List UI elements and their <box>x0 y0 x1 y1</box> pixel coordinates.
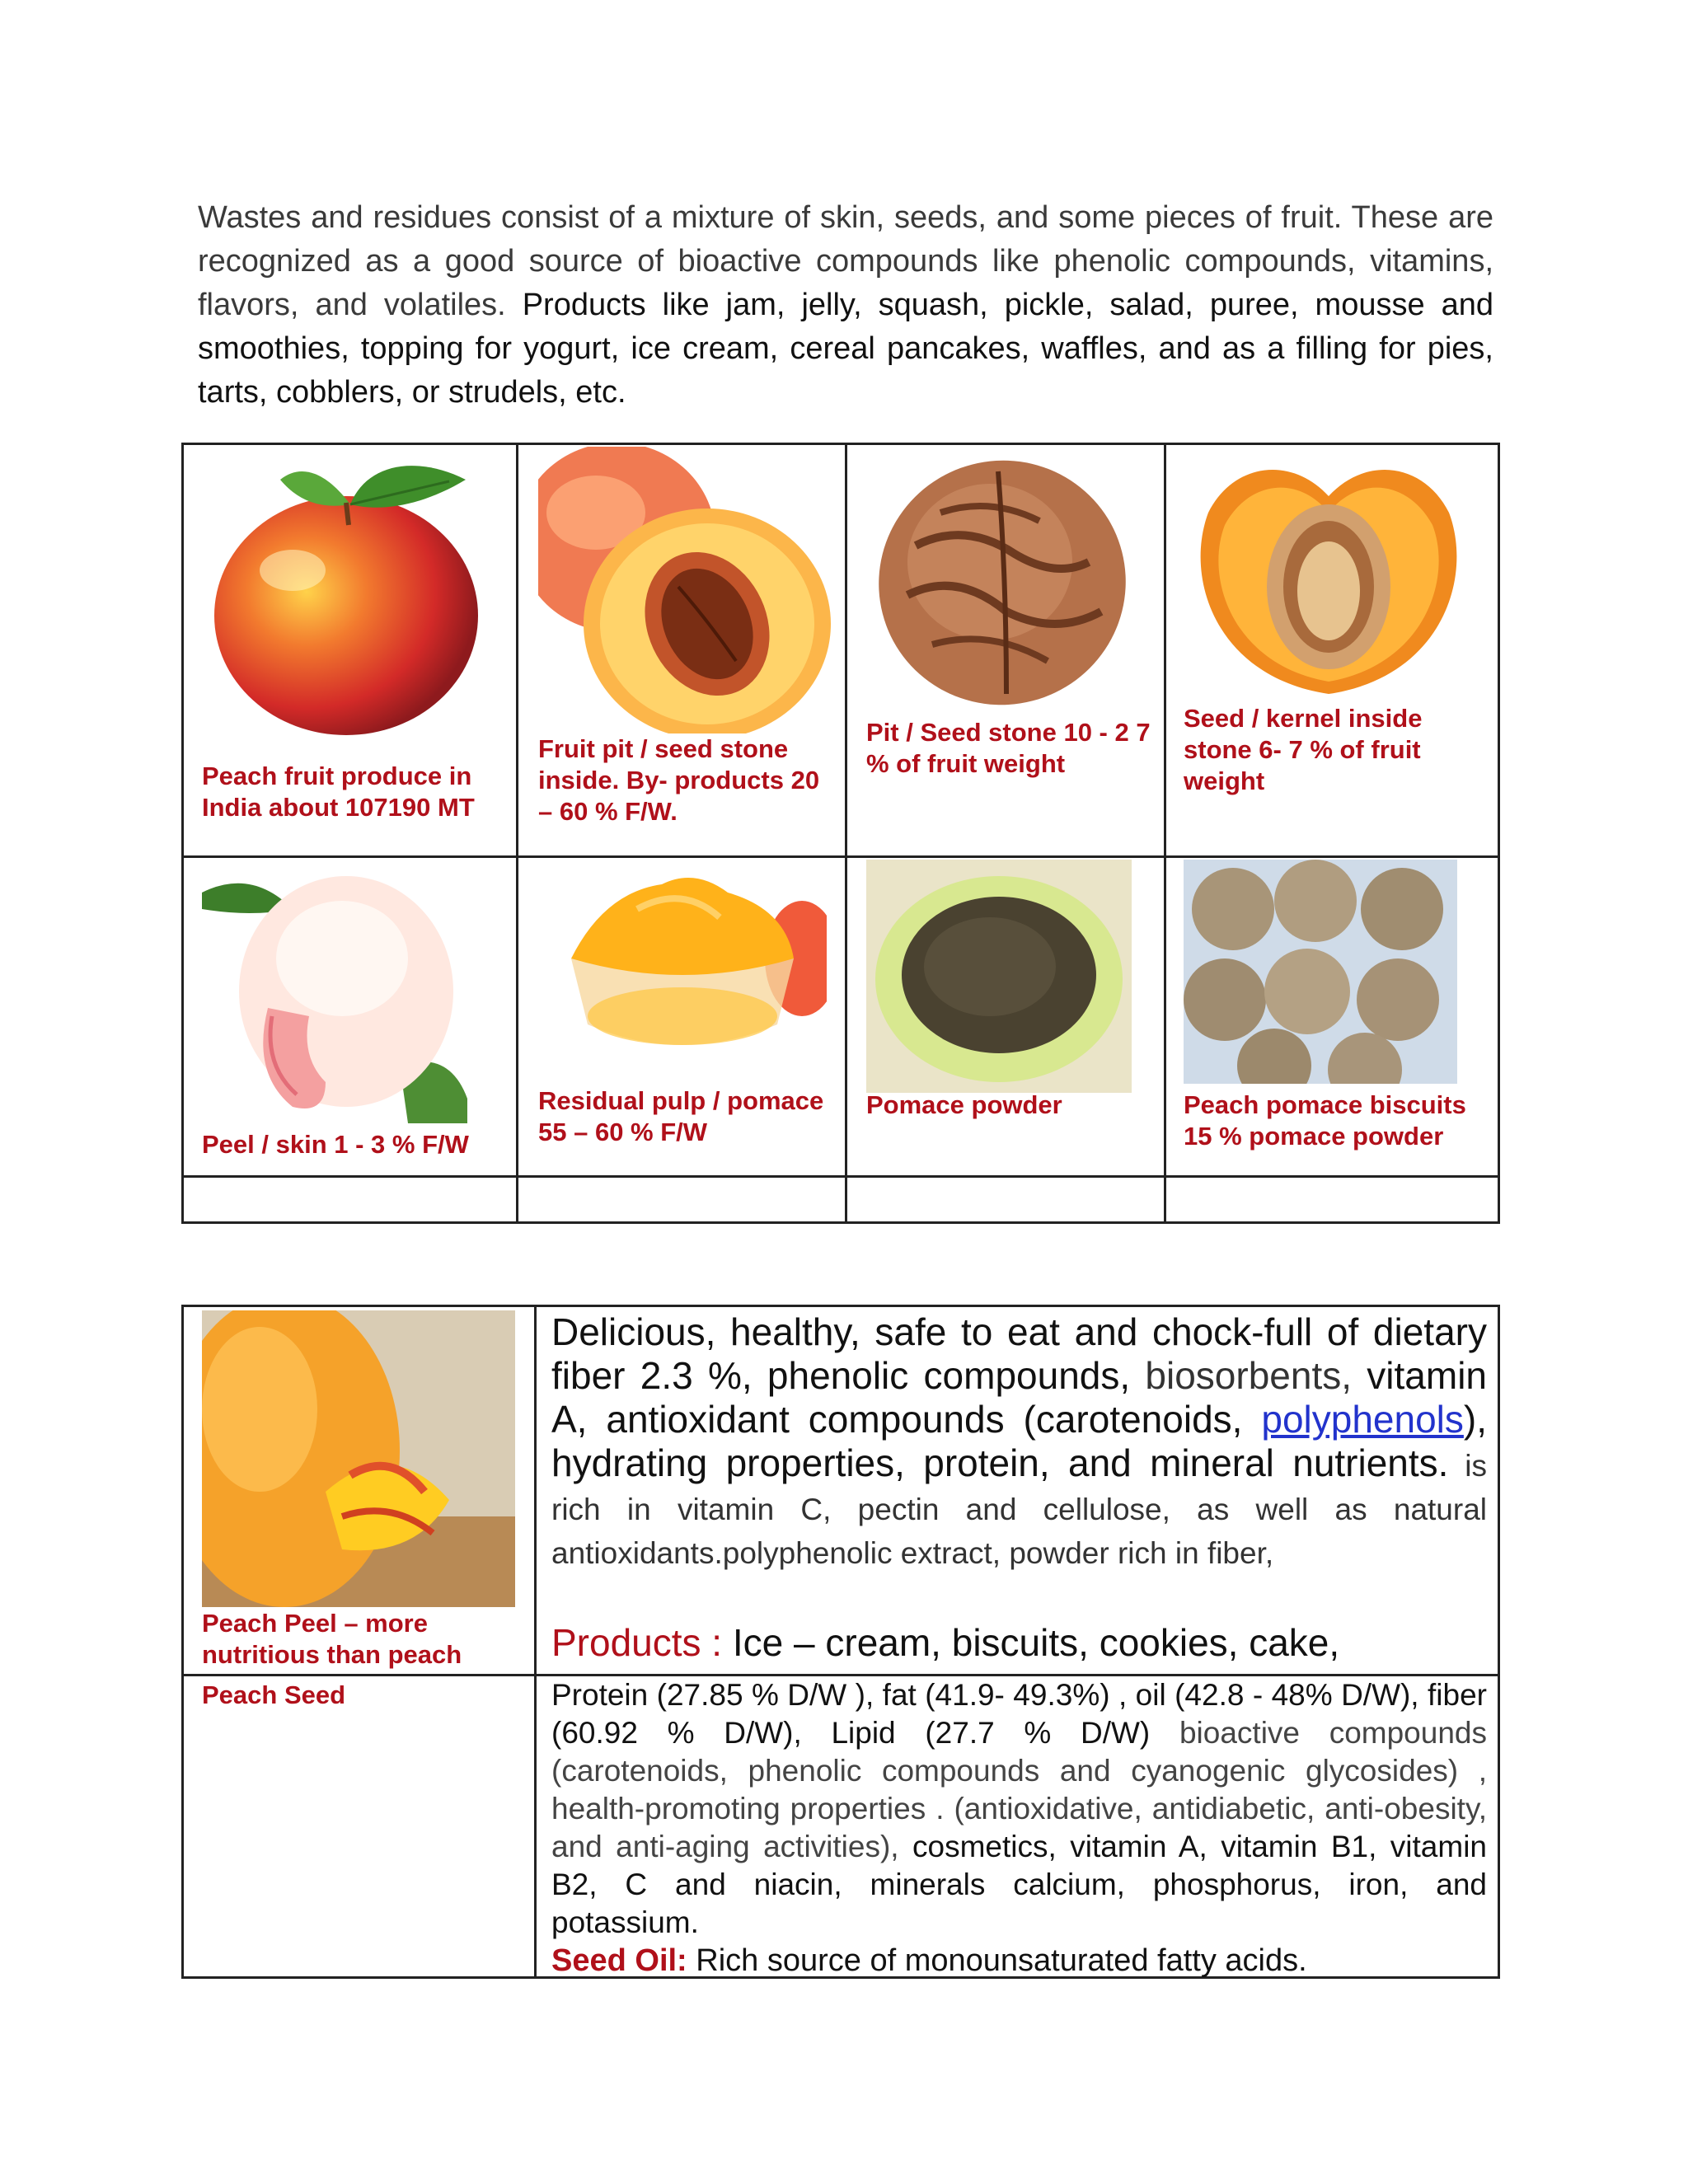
intro-paragraph <box>198 196 1493 415</box>
peel-description <box>551 1307 1487 1572</box>
peel-text-4: ), hydrating properties, protein, and mineral nutrients. <box>551 1398 1487 1484</box>
caption-seed-kernel: Seed / kernel inside stone 6- 7 % of fruit weight <box>1184 704 1423 795</box>
peach-fruit-image <box>202 447 497 739</box>
products-list: Ice – cream, biscuits, cookies, cake, <box>722 1621 1340 1664</box>
pit-stone-image <box>866 447 1142 715</box>
table-divider <box>534 1307 537 1976</box>
pomace-powder-image <box>866 860 1132 1093</box>
polyphenols-link[interactable]: polyphenols <box>1261 1398 1464 1441</box>
intro-text-1: Wastes and residues consist of a mixture of skin, seeds, and some pieces of fruit. These are recognized as a good source of bioactive compounds like phenolic compounds, vitamins, flavors, and volatiles. <box>198 200 1493 322</box>
grid-divider <box>1164 445 1166 1221</box>
seed-text-1: Protein (27.85 % D/W ), fat (41.9- 49.3%) , oil (42.8 - 48% D/W), fiber (60.92 % D/W), Lipid (27.7 % D/W) <box>551 1678 1487 1750</box>
cut-peach-pit-image <box>538 447 831 733</box>
seed-kernel-image <box>1184 447 1474 706</box>
caption-peach-peel: Peach Peel – more nutritious than peach <box>202 1609 462 1669</box>
peel-text-small: is rich in vitamin C, pectin and cellulose, as well as natural antioxidants.polyphenolic extract, powder rich in fiber, <box>551 1449 1488 1570</box>
peel-description-main <box>551 1310 1487 1572</box>
products-label: Products : <box>551 1621 723 1664</box>
caption-residual-pulp: Residual pulp / pomace 55 – 60 % F/W <box>538 1086 824 1146</box>
peel-text-1: Delicious, healthy, safe to eat and chock-full of dietary fiber 2.3 %, phenolic compounds, <box>551 1310 1487 1397</box>
caption-fruit-pit: Fruit pit / seed stone inside. By- products 20 – 60 % F/W. <box>538 734 820 826</box>
grid-divider <box>516 445 518 1221</box>
grid-divider <box>845 445 847 1221</box>
peel-seed-table <box>181 1305 1500 1979</box>
seed-text-3: cosmetics, vitamin A, vitamin B1, vitamin B2, C and niacin, minerals calcium, phosphorus, iron, and potassium. <box>551 1830 1487 1939</box>
pomace-biscuits-image <box>1184 860 1457 1084</box>
grid-divider <box>184 855 1498 858</box>
residual-pulp-image <box>538 860 827 1066</box>
caption-peel-skin: Peel / skin 1 - 3 % F/W <box>202 1130 469 1159</box>
seed-oil-text: Rich source of monounsaturated fatty acids. <box>687 1943 1307 1978</box>
grid-divider <box>184 1175 1498 1178</box>
peach-byproducts-grid <box>181 443 1500 1224</box>
caption-peach-fruit: Peach fruit produce in India about 107190 MT <box>202 762 475 822</box>
peel-text-3: vitamin A, antioxidant compounds (carotenoids, <box>551 1354 1488 1441</box>
caption-pomace-biscuits: Peach pomace biscuits 15 % pomace powder <box>1184 1090 1466 1151</box>
caption-peach-seed: Peach Seed <box>202 1680 346 1709</box>
peel-products <box>551 1620 1339 1666</box>
seed-description <box>551 1676 1487 1980</box>
peach-peel-image <box>202 1310 515 1607</box>
peel-text-2: biosorbents, <box>1130 1354 1353 1397</box>
caption-pomace-powder: Pomace powder <box>866 1090 1062 1119</box>
seed-oil-label: Seed Oil: <box>551 1943 687 1978</box>
intro-text-2: Products like jam, jelly, squash, pickle, salad, puree, mousse and smoothies, topping for yogurt, ice cream, cereal pancakes, waffles, and as a filling for pies, tarts, cobblers, or strudels, etc. <box>198 288 1494 410</box>
peel-skin-image <box>202 860 467 1123</box>
caption-pit-stone: Pit / Seed stone 10 - 2 7 % of fruit weight <box>866 718 1151 778</box>
seed-text-2: bioactive compounds (carotenoids, phenolic compounds and cyanogenic glycosides) , health-promoting properties . (antioxidative, antidiabetic, anti-obesity, and anti-aging activities), <box>551 1716 1487 1863</box>
